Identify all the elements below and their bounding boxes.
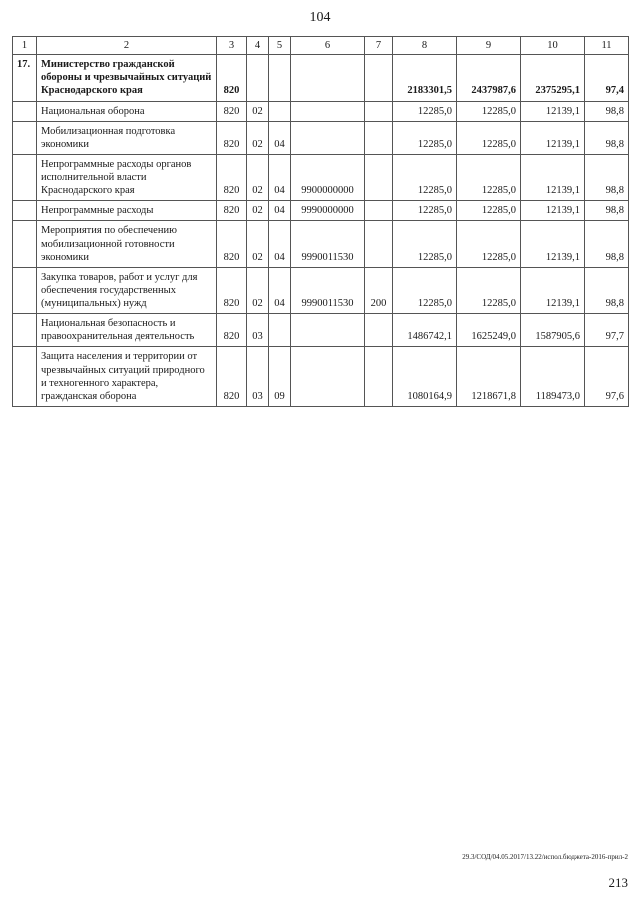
- code-subsection: 04: [269, 154, 291, 200]
- value-col-9: 12285,0: [457, 267, 521, 313]
- code-section: 03: [247, 314, 269, 347]
- code-subsection: [269, 314, 291, 347]
- item-name: Мобилизационная подготовка экономики: [37, 121, 217, 154]
- value-col-8: 12285,0: [393, 101, 457, 121]
- item-name: Министерство гражданской обороны и чрезвычайных ситуаций Краснодарского края: [37, 55, 217, 101]
- row-number: [13, 121, 37, 154]
- code-target: 9990011530: [291, 221, 365, 267]
- value-col-10: 12139,1: [521, 267, 585, 313]
- code-section: 02: [247, 121, 269, 154]
- value-col-11: 98,8: [585, 101, 629, 121]
- header-col-5: 5: [269, 37, 291, 55]
- code-target: 9990000000: [291, 201, 365, 221]
- code-section: 03: [247, 347, 269, 407]
- value-col-9: 12285,0: [457, 201, 521, 221]
- value-col-9: 1218671,8: [457, 347, 521, 407]
- table-row: [13, 221, 629, 267]
- code-expense-type: [365, 101, 393, 121]
- value-col-8: 12285,0: [393, 154, 457, 200]
- value-col-10: 12139,1: [521, 201, 585, 221]
- value-col-11: 98,8: [585, 221, 629, 267]
- code-ministry: 820: [217, 55, 247, 101]
- code-section: 02: [247, 201, 269, 221]
- item-name: Мероприятия по обеспечению мобилизационной готовности экономики: [37, 221, 217, 267]
- code-subsection: 04: [269, 201, 291, 221]
- header-col-9: 9: [457, 37, 521, 55]
- table-row: [13, 314, 629, 347]
- value-col-9: 12285,0: [457, 221, 521, 267]
- value-col-9: 1625249,0: [457, 314, 521, 347]
- value-col-10: 12139,1: [521, 154, 585, 200]
- code-expense-type: [365, 55, 393, 101]
- value-col-11: 98,8: [585, 201, 629, 221]
- page-number: 104: [309, 10, 331, 25]
- value-col-11: 98,8: [585, 267, 629, 313]
- value-col-8: 12285,0: [393, 267, 457, 313]
- header-col-11: 11: [585, 37, 629, 55]
- row-number: [13, 101, 37, 121]
- value-col-8: 2183301,5: [393, 55, 457, 101]
- code-target: [291, 314, 365, 347]
- item-name: Национальная безопасность и правоохранительная деятельность: [37, 314, 217, 347]
- row-number: 17.: [13, 55, 37, 101]
- table-row: [13, 101, 629, 121]
- header-col-4: 4: [247, 37, 269, 55]
- code-ministry: 820: [217, 347, 247, 407]
- value-col-11: 97,6: [585, 347, 629, 407]
- code-target: [291, 101, 365, 121]
- value-col-8: 12285,0: [393, 221, 457, 267]
- table-body: [13, 55, 629, 407]
- row-number: [13, 314, 37, 347]
- header-col-2: 2: [37, 37, 217, 55]
- item-name: Защита населения и территории от чрезвычайных ситуаций природного и техногенного характера, гражданская оборона: [37, 347, 217, 407]
- code-subsection: [269, 55, 291, 101]
- code-expense-type: [365, 121, 393, 154]
- code-subsection: 04: [269, 221, 291, 267]
- code-subsection: 04: [269, 267, 291, 313]
- row-number: [13, 347, 37, 407]
- code-ministry: 820: [217, 101, 247, 121]
- value-col-10: 12139,1: [521, 121, 585, 154]
- budget-table: [12, 36, 629, 407]
- header-col-8: 8: [393, 37, 457, 55]
- value-col-11: 98,8: [585, 121, 629, 154]
- value-col-8: 1080164,9: [393, 347, 457, 407]
- code-subsection: [269, 101, 291, 121]
- item-name: Непрограммные расходы органов исполнительной власти Краснодарского края: [37, 154, 217, 200]
- code-section: 02: [247, 267, 269, 313]
- header-col-6: 6: [291, 37, 365, 55]
- code-target: [291, 121, 365, 154]
- row-number: [13, 201, 37, 221]
- code-expense-type: [365, 154, 393, 200]
- code-expense-type: [365, 201, 393, 221]
- code-ministry: 820: [217, 267, 247, 313]
- value-col-9: 12285,0: [457, 154, 521, 200]
- table-row: [13, 121, 629, 154]
- table-row: [13, 347, 629, 407]
- code-section: 02: [247, 221, 269, 267]
- row-number: [13, 154, 37, 200]
- value-col-10: 1189473,0: [521, 347, 585, 407]
- value-col-11: 97,4: [585, 55, 629, 101]
- code-expense-type: [365, 221, 393, 267]
- code-expense-type: [365, 347, 393, 407]
- row-number: [13, 267, 37, 313]
- code-subsection: 09: [269, 347, 291, 407]
- value-col-10: 2375295,1: [521, 55, 585, 101]
- footer-page-number: 213: [608, 875, 628, 890]
- table-row: [13, 154, 629, 200]
- code-target: [291, 347, 365, 407]
- code-expense-type: 200: [365, 267, 393, 313]
- code-section: 02: [247, 154, 269, 200]
- code-subsection: 04: [269, 121, 291, 154]
- header-col-10: 10: [521, 37, 585, 55]
- code-target: 9990011530: [291, 267, 365, 313]
- code-ministry: 820: [217, 154, 247, 200]
- table-row: [13, 55, 629, 101]
- value-col-8: 1486742,1: [393, 314, 457, 347]
- code-section: [247, 55, 269, 101]
- value-col-10: 12139,1: [521, 101, 585, 121]
- value-col-9: 12285,0: [457, 121, 521, 154]
- header-col-3: 3: [217, 37, 247, 55]
- row-number: [13, 221, 37, 267]
- code-ministry: 820: [217, 221, 247, 267]
- item-name: Национальная оборона: [37, 101, 217, 121]
- code-target: 9900000000: [291, 154, 365, 200]
- header-col-1: 1: [13, 37, 37, 55]
- value-col-10: 1587905,6: [521, 314, 585, 347]
- footer-document-code: 29.3/СОД/04.05.2017/13.22/испол.бюджета-2016-прил-2: [462, 853, 628, 861]
- value-col-11: 97,7: [585, 314, 629, 347]
- value-col-8: 12285,0: [393, 121, 457, 154]
- table-row: [13, 267, 629, 313]
- header-col-7: 7: [365, 37, 393, 55]
- code-expense-type: [365, 314, 393, 347]
- item-name: Закупка товаров, работ и услуг для обеспечения государственных (муниципальных) нужд: [37, 267, 217, 313]
- table-row: [13, 201, 629, 221]
- value-col-11: 98,8: [585, 154, 629, 200]
- code-section: 02: [247, 101, 269, 121]
- header-row: [13, 37, 629, 55]
- value-col-9: 2437987,6: [457, 55, 521, 101]
- value-col-8: 12285,0: [393, 201, 457, 221]
- value-col-10: 12139,1: [521, 221, 585, 267]
- value-col-9: 12285,0: [457, 101, 521, 121]
- code-ministry: 820: [217, 201, 247, 221]
- code-target: [291, 55, 365, 101]
- code-ministry: 820: [217, 121, 247, 154]
- item-name: Непрограммные расходы: [37, 201, 217, 221]
- code-ministry: 820: [217, 314, 247, 347]
